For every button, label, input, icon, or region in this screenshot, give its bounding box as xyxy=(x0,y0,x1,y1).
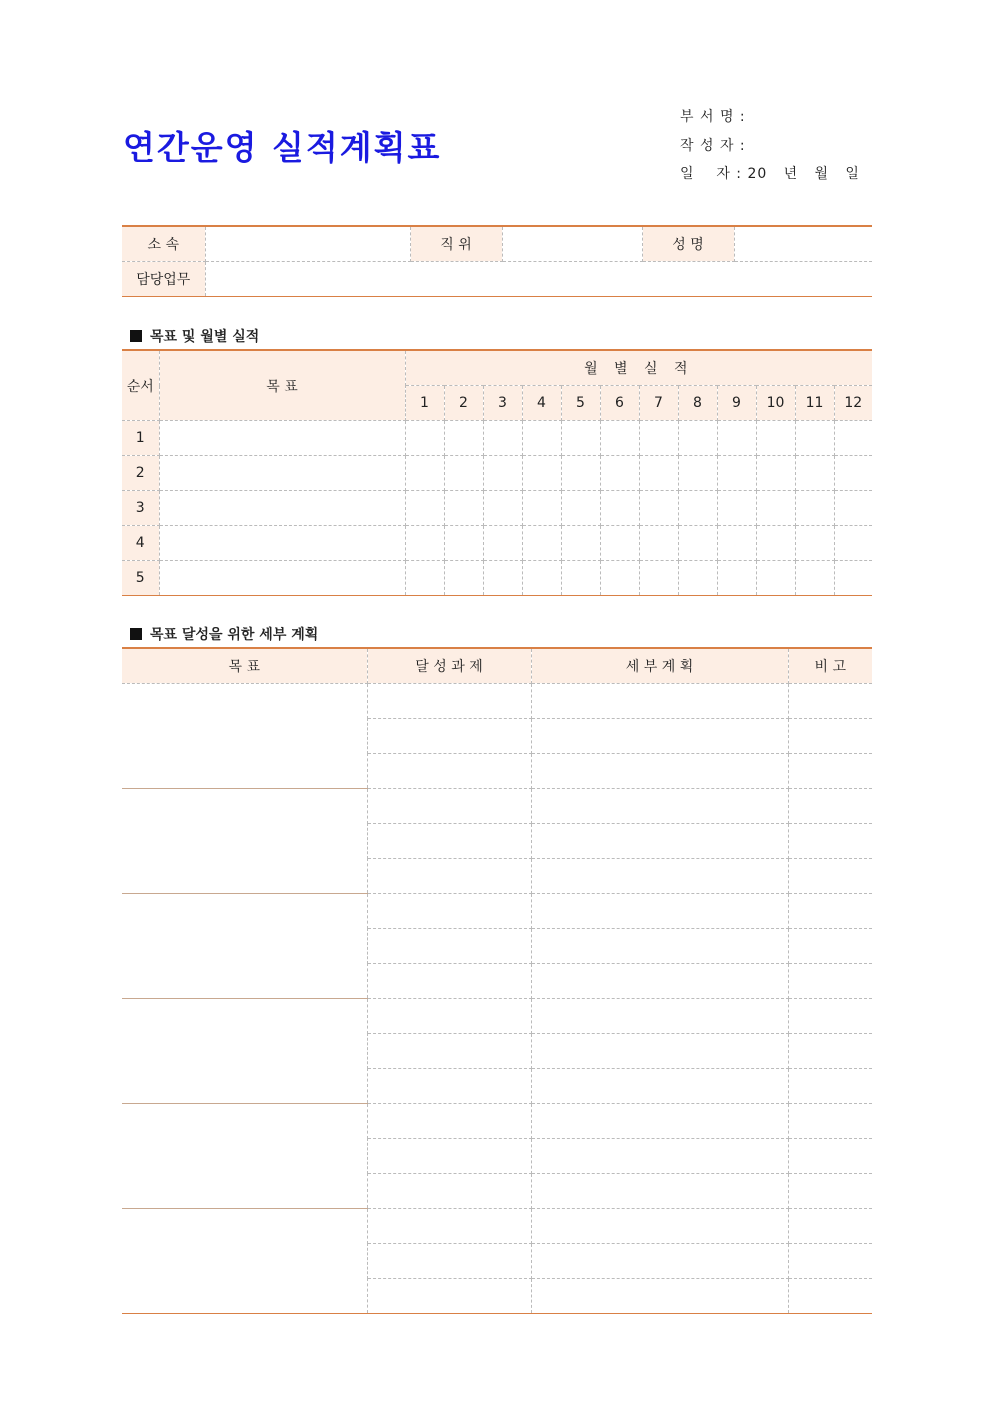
plan-task-field[interactable] xyxy=(367,964,531,999)
month-cell-5[interactable] xyxy=(561,456,600,491)
month-header-11: 11 xyxy=(795,386,834,421)
plan-task-field[interactable] xyxy=(367,1139,531,1174)
row-number: 4 xyxy=(122,526,159,561)
plan-detail-field[interactable] xyxy=(531,964,788,999)
goal-field[interactable] xyxy=(159,491,405,526)
plan-note-field[interactable] xyxy=(788,754,872,789)
plan-task-header: 달 성 과 제 xyxy=(367,648,531,684)
month-cell-12[interactable] xyxy=(834,561,872,596)
plan-note-field[interactable] xyxy=(788,1104,872,1139)
month-cell-7[interactable] xyxy=(639,491,678,526)
plan-task-field[interactable] xyxy=(367,1209,531,1244)
month-cell-3[interactable] xyxy=(483,456,522,491)
section-detail-plan: 목표 달성을 위한 세부 계획 xyxy=(130,624,318,644)
plan-note-field[interactable] xyxy=(788,684,872,719)
month-cell-10[interactable] xyxy=(756,421,795,456)
monthly-table xyxy=(122,349,872,596)
month-cell-12[interactable] xyxy=(834,491,872,526)
month-cell-8[interactable] xyxy=(678,456,717,491)
plan-detail-field[interactable] xyxy=(531,894,788,929)
duty-label: 담당업무 xyxy=(122,262,205,297)
month-cell-3[interactable] xyxy=(483,561,522,596)
plan-goal-header: 목 표 xyxy=(122,648,367,684)
square-bullet-icon xyxy=(130,628,142,640)
month-cell-4[interactable] xyxy=(522,421,561,456)
month-cell-5[interactable] xyxy=(561,491,600,526)
duty-field[interactable] xyxy=(205,262,872,297)
month-cell-5[interactable] xyxy=(561,561,600,596)
month-cell-9[interactable] xyxy=(717,526,756,561)
table-row xyxy=(122,561,872,596)
goal-field[interactable] xyxy=(159,421,405,456)
month-cell-4[interactable] xyxy=(522,456,561,491)
plan-detail-header: 세 부 계 획 xyxy=(531,648,788,684)
month-cell-11[interactable] xyxy=(795,526,834,561)
month-cell-7[interactable] xyxy=(639,421,678,456)
goal-field[interactable] xyxy=(159,456,405,491)
row-number: 1 xyxy=(122,421,159,456)
month-cell-2[interactable] xyxy=(444,526,483,561)
plan-note-field[interactable] xyxy=(788,859,872,894)
month-cell-7[interactable] xyxy=(639,526,678,561)
month-cell-10[interactable] xyxy=(756,491,795,526)
plan-detail-field[interactable] xyxy=(531,1069,788,1104)
plan-detail-field[interactable] xyxy=(531,859,788,894)
plan-task-field[interactable] xyxy=(367,859,531,894)
date-label: 일 자 : 20 년 월 일 xyxy=(680,166,860,182)
position-label: 직 위 xyxy=(410,226,502,262)
plan-task-field[interactable] xyxy=(367,1279,531,1314)
plan-task-field[interactable] xyxy=(367,684,531,719)
goal-field[interactable] xyxy=(159,561,405,596)
plan-task-field[interactable] xyxy=(367,719,531,754)
table-row xyxy=(122,526,872,561)
plan-task-field[interactable] xyxy=(367,1104,531,1139)
name-label: 성 명 xyxy=(642,226,734,262)
affiliation-field[interactable] xyxy=(205,226,410,262)
month-cell-11[interactable] xyxy=(795,456,834,491)
plan-note-field[interactable] xyxy=(788,999,872,1034)
month-cell-6[interactable] xyxy=(600,526,639,561)
row-number: 5 xyxy=(122,561,159,596)
month-cell-2[interactable] xyxy=(444,456,483,491)
table-row xyxy=(122,1104,872,1139)
plan-detail-field[interactable] xyxy=(531,824,788,859)
plan-detail-field[interactable] xyxy=(531,1279,788,1314)
month-header-3: 3 xyxy=(483,386,522,421)
month-header-2: 2 xyxy=(444,386,483,421)
table-row xyxy=(122,491,872,526)
month-cell-4[interactable] xyxy=(522,561,561,596)
plan-task-field[interactable] xyxy=(367,789,531,824)
month-header-10: 10 xyxy=(756,386,795,421)
month-cell-2[interactable] xyxy=(444,421,483,456)
month-cell-9[interactable] xyxy=(717,421,756,456)
plan-detail-field[interactable] xyxy=(531,754,788,789)
goal-field[interactable] xyxy=(159,526,405,561)
plan-note-field[interactable] xyxy=(788,894,872,929)
month-cell-6[interactable] xyxy=(600,491,639,526)
plan-goal-field[interactable] xyxy=(122,894,367,999)
month-cell-4[interactable] xyxy=(522,491,561,526)
month-cell-9[interactable] xyxy=(717,491,756,526)
month-cell-9[interactable] xyxy=(717,456,756,491)
row-number: 2 xyxy=(122,456,159,491)
plan-task-field[interactable] xyxy=(367,824,531,859)
month-cell-2[interactable] xyxy=(444,491,483,526)
month-cell-12[interactable] xyxy=(834,421,872,456)
month-cell-5[interactable] xyxy=(561,421,600,456)
plan-detail-field[interactable] xyxy=(531,684,788,719)
info-table xyxy=(122,225,872,297)
affiliation-label: 소 속 xyxy=(122,226,205,262)
plan-note-field[interactable] xyxy=(788,1209,872,1244)
plan-note-field[interactable] xyxy=(788,1279,872,1314)
month-cell-2[interactable] xyxy=(444,561,483,596)
position-field[interactable] xyxy=(502,226,642,262)
plan-task-field[interactable] xyxy=(367,929,531,964)
month-cell-3[interactable] xyxy=(483,491,522,526)
month-header-6: 6 xyxy=(600,386,639,421)
plan-note-field[interactable] xyxy=(788,1069,872,1104)
plan-note-header: 비 고 xyxy=(788,648,872,684)
table-row xyxy=(122,684,872,719)
month-cell-8[interactable] xyxy=(678,491,717,526)
plan-detail-field[interactable] xyxy=(531,1034,788,1069)
month-cell-3[interactable] xyxy=(483,526,522,561)
month-cell-7[interactable] xyxy=(639,456,678,491)
page-title: 연간운영 실적계획표 xyxy=(123,128,442,167)
month-cell-8[interactable] xyxy=(678,526,717,561)
dept-label: 부 서 명 : xyxy=(680,109,746,125)
table-row xyxy=(122,456,872,491)
month-cell-8[interactable] xyxy=(678,561,717,596)
plan-task-field[interactable] xyxy=(367,754,531,789)
month-header-5: 5 xyxy=(561,386,600,421)
square-bullet-icon xyxy=(130,330,142,342)
table-row xyxy=(122,789,872,824)
plan-note-field[interactable] xyxy=(788,1034,872,1069)
month-cell-11[interactable] xyxy=(795,561,834,596)
plan-goal-field[interactable] xyxy=(122,789,367,894)
month-cell-1[interactable] xyxy=(405,561,444,596)
month-cell-6[interactable] xyxy=(600,561,639,596)
month-cell-12[interactable] xyxy=(834,526,872,561)
month-header-1: 1 xyxy=(405,386,444,421)
month-cell-10[interactable] xyxy=(756,526,795,561)
name-field[interactable] xyxy=(734,226,872,262)
table-row xyxy=(122,999,872,1034)
month-header-4: 4 xyxy=(522,386,561,421)
month-cell-12[interactable] xyxy=(834,456,872,491)
month-cell-1[interactable] xyxy=(405,491,444,526)
plan-task-field[interactable] xyxy=(367,999,531,1034)
row-number: 3 xyxy=(122,491,159,526)
month-cell-3[interactable] xyxy=(483,421,522,456)
month-cell-6[interactable] xyxy=(600,456,639,491)
plan-detail-field[interactable] xyxy=(531,789,788,824)
month-header-8: 8 xyxy=(678,386,717,421)
plan-table xyxy=(122,647,872,1314)
plan-detail-field[interactable] xyxy=(531,1139,788,1174)
month-cell-11[interactable] xyxy=(795,491,834,526)
plan-task-field[interactable] xyxy=(367,1034,531,1069)
table-row xyxy=(122,1209,872,1244)
plan-note-field[interactable] xyxy=(788,1244,872,1279)
month-cell-9[interactable] xyxy=(717,561,756,596)
month-cell-1[interactable] xyxy=(405,456,444,491)
plan-goal-field[interactable] xyxy=(122,1104,367,1209)
plan-goal-field[interactable] xyxy=(122,1209,367,1314)
month-cell-8[interactable] xyxy=(678,421,717,456)
month-cell-4[interactable] xyxy=(522,526,561,561)
order-header: 순서 xyxy=(122,350,159,421)
month-cell-6[interactable] xyxy=(600,421,639,456)
month-cell-10[interactable] xyxy=(756,456,795,491)
plan-task-field[interactable] xyxy=(367,1069,531,1104)
plan-task-field[interactable] xyxy=(367,1244,531,1279)
plan-detail-field[interactable] xyxy=(531,1244,788,1279)
monthly-header: 월 별 실 적 xyxy=(405,350,872,386)
plan-note-field[interactable] xyxy=(788,1139,872,1174)
plan-note-field[interactable] xyxy=(788,789,872,824)
plan-detail-field[interactable] xyxy=(531,1174,788,1209)
month-cell-5[interactable] xyxy=(561,526,600,561)
plan-note-field[interactable] xyxy=(788,719,872,754)
table-row xyxy=(122,894,872,929)
month-header-9: 9 xyxy=(717,386,756,421)
plan-note-field[interactable] xyxy=(788,824,872,859)
plan-detail-field[interactable] xyxy=(531,1104,788,1139)
plan-goal-field[interactable] xyxy=(122,999,367,1104)
plan-task-field[interactable] xyxy=(367,894,531,929)
table-row xyxy=(122,421,872,456)
month-cell-7[interactable] xyxy=(639,561,678,596)
plan-note-field[interactable] xyxy=(788,929,872,964)
author-label: 작 성 자 : xyxy=(680,138,746,154)
month-cell-1[interactable] xyxy=(405,526,444,561)
month-cell-11[interactable] xyxy=(795,421,834,456)
goal-header: 목 표 xyxy=(159,350,405,421)
plan-goal-field[interactable] xyxy=(122,684,367,789)
month-header-7: 7 xyxy=(639,386,678,421)
plan-detail-field[interactable] xyxy=(531,929,788,964)
plan-detail-field[interactable] xyxy=(531,999,788,1034)
month-cell-1[interactable] xyxy=(405,421,444,456)
plan-task-field[interactable] xyxy=(367,1174,531,1209)
month-header-12: 12 xyxy=(834,386,872,421)
plan-detail-field[interactable] xyxy=(531,1209,788,1244)
month-cell-10[interactable] xyxy=(756,561,795,596)
section-goals-monthly: 목표 및 월별 실적 xyxy=(130,326,259,346)
plan-note-field[interactable] xyxy=(788,1174,872,1209)
plan-detail-field[interactable] xyxy=(531,719,788,754)
plan-note-field[interactable] xyxy=(788,964,872,999)
